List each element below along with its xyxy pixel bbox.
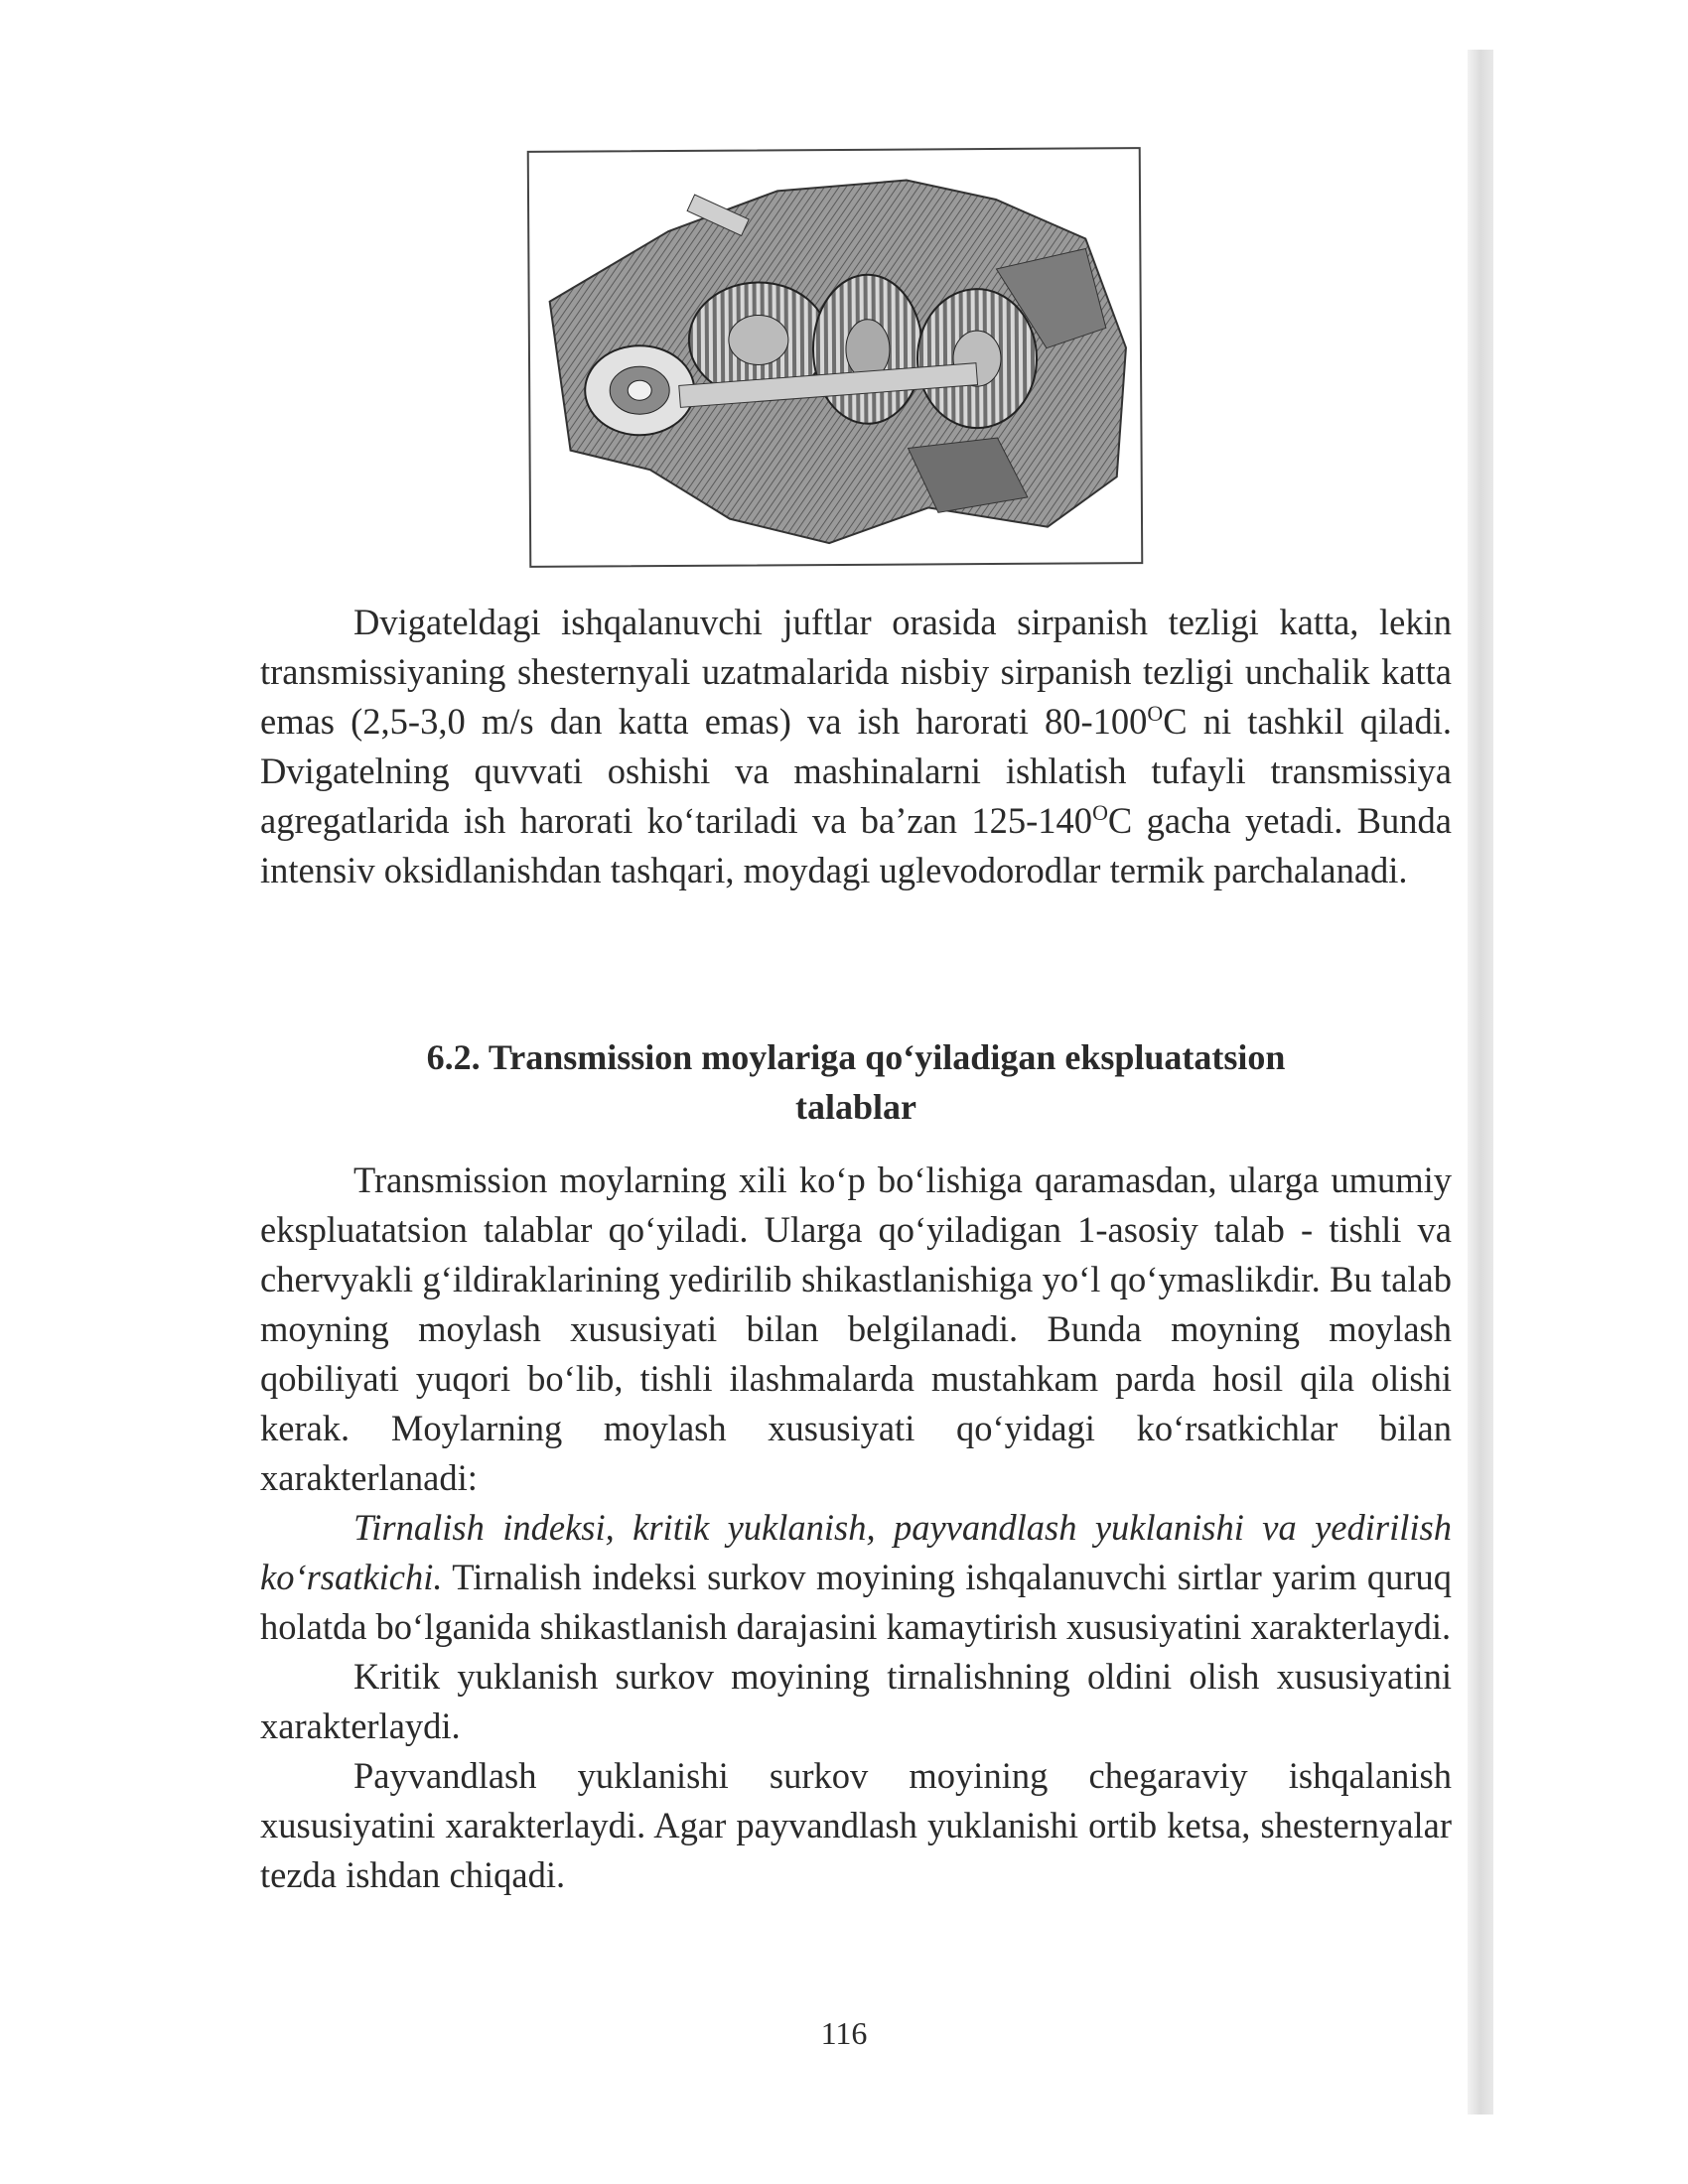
paragraph-intro	[260, 598, 1452, 895]
gearbox-illustration-icon	[529, 149, 1142, 566]
section-body	[260, 1156, 1452, 1900]
section-heading	[260, 1032, 1452, 1132]
paragraph-welding-load: Payvandlash yuklanishi surkov moyining chegaraviy ishqalanish xususiyatini xarakterlaydi. Agar payvandlash yuklanishi ortib ketsa, shesternyalar tezda ishdan chiqadi.	[260, 1755, 1452, 1895]
paragraph-text-part: C gacha yetadi. Bunda intensiv oksidlanishdan tashqari, moydagi uglevodorodlar termik parchalanadi.	[260, 800, 1452, 890]
paragraph-text-part: C ni tashkil qiladi. Dvigatelning quvvati oshishi va mashinalarni ishlatish tufayli transmissiya agregatlarida ish harorati ko‘tariladi va ba’zan 125-140	[260, 701, 1452, 841]
page-number: 116	[820, 2015, 868, 2051]
degree-mark: O	[1147, 700, 1164, 726]
paragraph-critical-load: Kritik yuklanish surkov moyining tirnalishning oldini olish xususiyatini xarakterlaydi.	[260, 1656, 1452, 1746]
paragraph-general-requirements: Transmission moylarning xili ko‘p bo‘lishiga qaramasdan, ularga umumiy ekspluatatsion talablar qo‘yiladi. Ularga qo‘yiladigan 1-asosiy talab - tishli va chervyakli g‘ildiraklarining yedirilib shikastlanishiga yo‘l qo‘ymaslikdir. Bu talab moyning moylash xususiyati bilan belgilanadi. Bunda moyning moylash qobiliyati yuqori bo‘lib, tishli ilashmalarda mustahkam parda hosil qila olishi kerak. Moylarning moylash xususiyati qo‘yidagi ko‘rsatkichlar bilan xarakterlanadi:	[260, 1160, 1452, 1498]
degree-mark: O	[1092, 799, 1108, 825]
paragraph-text-part: Tirnalish indeksi surkov moyining ishqalanuvchi sirtlar yarim quruq holatda bo‘lganida shikastlanish darajasini kamaytirish xususiyatini xarakterlaydi.	[260, 1557, 1452, 1647]
italic-indicators-list: Tirnalish indeksi, kritik yuklanish, payvandlash yuklanishi va yedirilish ko‘rsatkichi.	[260, 1507, 1452, 1597]
paragraph-operating-temperature	[260, 598, 1452, 895]
paragraph-text-part: Dvigateldagi ishqalanuvchi juftlar orasida sirpanish tezligi katta, lekin transmissiyaning shesternyali uzatmalarida nisbiy sirpanish tezligi unchalik katta emas (2,5-3,0 m/s dan katta emas) va ish harorati 80-100	[260, 602, 1452, 742]
section-heading-line: 6.2. Transmission moylariga qo‘yiladigan ekspluatatsion	[426, 1037, 1286, 1077]
page-spine-shadow	[1468, 50, 1493, 2115]
gearbox-figure	[527, 147, 1144, 568]
paragraph-indicators	[260, 1503, 1452, 1652]
section-heading-line: talablar	[795, 1087, 916, 1127]
